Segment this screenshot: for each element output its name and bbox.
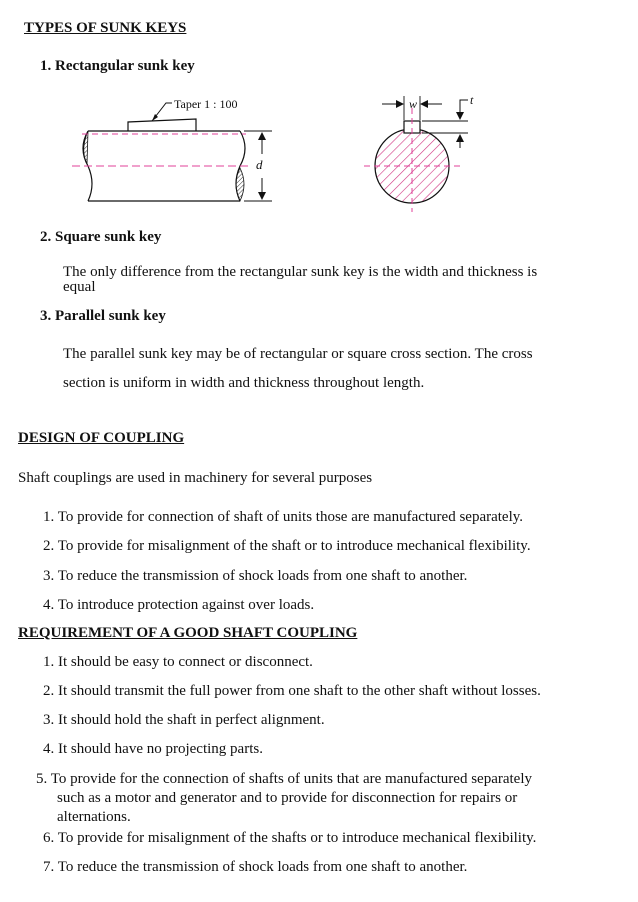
requirement-item-2: 2. It should transmit the full power from one shaft to the other shaft without losses. [43,683,541,699]
requirement-item-1: 1. It should be easy to connect or disconnect. [43,654,313,670]
w-label: w [409,97,418,111]
coupling-item-1: 1. To provide for connection of shaft of units those are manufactured separately. [43,509,524,525]
subheading-parallel-sunk-key: 3. Parallel sunk key [40,308,166,324]
requirement-item-4: 4. It should have no projecting parts. [43,741,263,757]
t-label: t [470,93,474,107]
d-label: d [256,157,263,172]
requirement-item-5-line3: alternations. [57,809,131,825]
parallel-key-text-line1: The parallel sunk key may be of rectangular or square cross section. The cross [63,346,533,362]
square-key-text-line1: The only difference from the rectangular sunk key is the width and thickness is [63,264,538,280]
subheading-square-sunk-key: 2. Square sunk key [40,229,162,245]
coupling-item-3: 3. To reduce the transmission of shock loads from one shaft to another. [43,568,468,584]
heading-types-of-sunk-keys: TYPES OF SUNK KEYS [24,20,187,36]
requirement-item-6: 6. To provide for misalignment of the shafts or to introduce mechanical flexibility. [43,830,537,846]
heading-requirement-of-good-coupling: REQUIREMENT OF A GOOD SHAFT COUPLING [18,625,358,641]
requirement-item-5-line2: such as a motor and generator and to provide for disconnection for repairs or [57,790,518,806]
shaft-side-view [72,97,272,201]
heading-design-of-coupling: DESIGN OF COUPLING [18,430,185,446]
subheading-rectangular-sunk-key: 1. Rectangular sunk key [40,58,195,74]
sunk-key-figure [60,88,500,220]
shaft-cross-section [364,93,474,212]
square-key-text-line2: equal [63,279,96,295]
requirement-item-3: 3. It should hold the shaft in perfect alignment. [43,712,325,728]
parallel-key-text-line2: section is uniform in width and thickness throughout length. [63,375,425,391]
requirement-item-5-line1: 5. To provide for the connection of shafts of units that are manufactured separately [36,771,533,787]
requirement-item-7: 7. To reduce the transmission of shock loads from one shaft to another. [43,859,468,875]
taper-label: Taper 1 : 100 [174,97,238,111]
coupling-item-4: 4. To introduce protection against over loads. [43,597,315,613]
coupling-intro: Shaft couplings are used in machinery for several purposes [18,470,373,486]
coupling-item-2: 2. To provide for misalignment of the shaft or to introduce mechanical flexibility. [43,538,531,554]
